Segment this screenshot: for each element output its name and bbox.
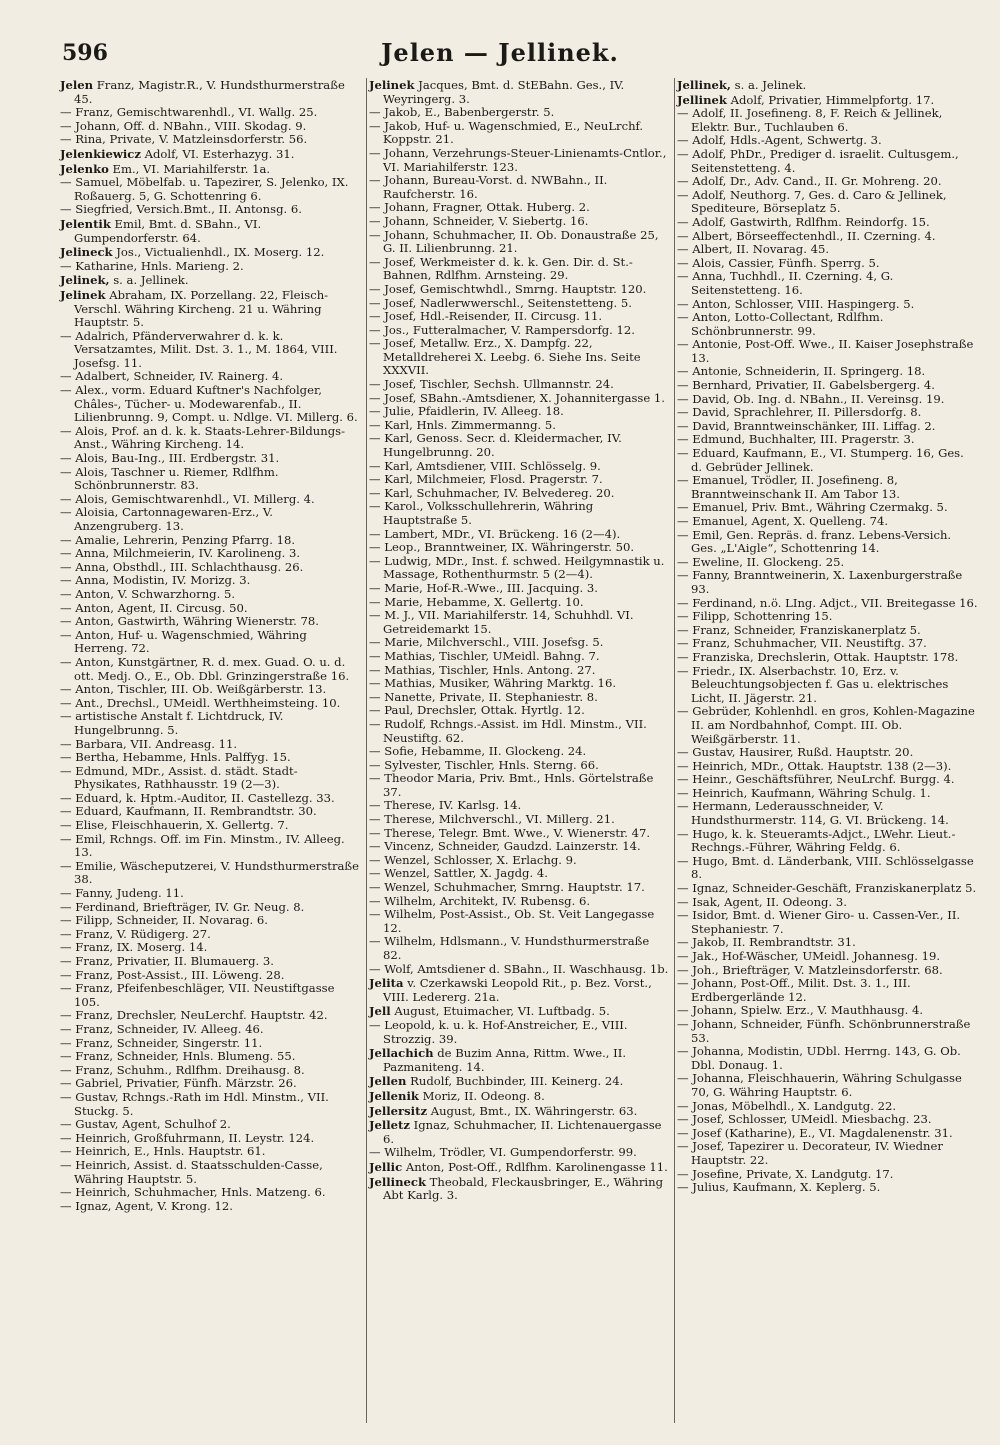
entry-details: v. Czerkawski Leopold Rit., p. Bez. Vorst., VIII. Ledererg. 21a. xyxy=(383,976,652,1004)
directory-entry: — Johann, Spielw. Erz., V. Mauthhausg. 4. xyxy=(677,1003,924,1018)
directory-entry: — Josef, Tischler, Sechsh. Ullmannstr. 24. xyxy=(369,377,614,392)
directory-entry: — Heinrich, Kaufmann, Währing Schulg. 1. xyxy=(677,785,931,800)
directory-entry: — Edmund, MDr., Assist. d. städt. Stadt-Physikates, Rathhausstr. 19 (2—3). xyxy=(60,763,298,792)
directory-entry: — Karl, Genoss. Secr. d. Kleidermacher, IV. Hungelbrunng. 20. xyxy=(369,431,622,460)
directory-entry: — Gustav, Rchngs.-Rath im Hdl. Minstm., VII. Stuckg. 5. xyxy=(60,1089,329,1118)
entry-surname: Jelinek, xyxy=(60,273,110,288)
directory-entry: — Josef, Schlosser, UMeidl. Miesbachg. 23. xyxy=(677,1112,932,1127)
entry-surname: Jelenkiewicz xyxy=(60,146,141,161)
directory-entry: — Karol., Volksschullehrerin, Währing Hauptstraße 5. xyxy=(369,499,594,527)
directory-entry: — Anton, Tischler, III. Ob. Weißgärberstr. 13. xyxy=(60,682,327,697)
directory-entry: — Wolf, Amtsdiener d. SBahn., II. Waschhausg. 1b. xyxy=(369,961,669,976)
directory-entry xyxy=(60,148,362,162)
entry-details: de Buzim Anna, Rittm. Wwe., II. Pazmaniteng. 14. xyxy=(383,1046,627,1074)
directory-entry: — Franz, Pfeifenbeschläger, VII. Neustiftgasse 105. xyxy=(60,981,335,1009)
directory-entry: — Jakob, Huf- u. Wagenschmied, E., NeuLrchf. Koppstr. 21. xyxy=(369,118,644,147)
directory-entry: — Josef, SBahn.-Amtsdiener, X. Johannitergasse 1. xyxy=(369,390,665,405)
directory-entry: — Franz, Schuhmacher, VII. Neustiftg. 37. xyxy=(677,636,927,651)
directory-entry: — Sofie, Hebamme, II. Glockeng. 24. xyxy=(369,744,587,759)
entry-surname: Jelinek xyxy=(60,287,106,302)
directory-entry: — Anna, Tuchhdl., II. Czerning. 4, G. Seitenstetteng. 16. xyxy=(677,269,894,297)
directory-entry: — Rudolf, Rchngs.-Assist. im Hdl. Minstm., VII. Neustiftg. 62. xyxy=(369,716,647,745)
directory-entry: — David, Ob. Ing. d. NBahn., II. Vereinsg. 19. xyxy=(677,391,945,406)
column-2 xyxy=(366,78,674,1423)
column-3 xyxy=(674,78,982,1423)
entry-details: s. a. Jelinek. xyxy=(730,78,807,92)
directory-entry: — Bernhard, Privatier, II. Gabelsbergerg. 4. xyxy=(677,378,935,393)
directory-entry: — Anton, Kunstgärtner, R. d. mex. Guad. O. u. d. ott. Medj. O., E., Ob. Dbl. Grinzingerstraße 16. xyxy=(60,654,350,683)
directory-entry: — Alois, Cassier, Fünfh. Sperrg. 5. xyxy=(677,255,880,270)
directory-entry: — Heinrich, Schuhmacher, Hnls. Matzeng. 6. xyxy=(60,1185,326,1200)
directory-entry: — Anna, Modistin, IV. Morizg. 3. xyxy=(60,573,251,588)
directory-entry xyxy=(60,79,362,106)
directory-entry: — Vincenz, Schneider, Gaudzd. Lainzerstr. 14. xyxy=(369,839,641,854)
directory-entry: — Johanna, Fleischhauerin, Währing Schulgasse 70, G. Währing Hauptstr. 6. xyxy=(677,1071,962,1099)
directory-entry: — Franz, V. Rüdigerg. 27. xyxy=(60,926,211,941)
directory-entry: — Anton, Huf- u. Wagenschmied, Währing Herreng. 72. xyxy=(60,627,307,656)
directory-entry: — Katharine, Hnls. Marieng. 2. xyxy=(60,258,244,273)
directory-entry xyxy=(369,1090,670,1104)
directory-entry: — Ignaz, Schneider-Geschäft, Franziskanerplatz 5. xyxy=(677,881,977,896)
directory-entry: — Emilie, Wäscheputzerei, V. Hundsthurmerstraße 38. xyxy=(60,858,360,887)
directory-entry: — Elise, Fleischhauerin, X. Gellertg. 7. xyxy=(60,818,289,833)
entry-details: Adolf, Privatier, Himmelpfortg. 17. xyxy=(726,92,935,107)
directory-entry: — Antonie, Post-Off. Wwe., II. Kaiser Josephstraße 13. xyxy=(677,337,974,365)
directory-entry: — Ferdinand, n.ö. LIng. Adjct., VII. Breitegasse 16. xyxy=(677,595,978,610)
directory-entry: — Therese, IV. Karlsg. 14. xyxy=(369,798,522,813)
directory-entry: — Wilhelm, Trödler, VI. Gumpendorferstr. 99. xyxy=(369,1145,637,1160)
directory-entry: — Josefine, Private, X. Landgutg. 17. xyxy=(677,1166,894,1181)
directory-entry: — Mathias, Musiker, Währing Marktg. 16. xyxy=(369,676,616,691)
directory-entry xyxy=(677,79,978,93)
directory-entry: — Fanny, Judeng. 11. xyxy=(60,886,184,901)
directory-entry: — Rina, Private, V. Matzleinsdorferstr. 56. xyxy=(60,132,308,147)
directory-entry: — Franz, Post-Assist., III. Löweng. 28. xyxy=(60,967,285,982)
directory-entry: — Emil, Rchngs. Off. im Fin. Minstm., IV. Alleeg. 13. xyxy=(60,831,345,860)
directory-entry: — Wilhelm, Architekt, IV. Rubensg. 6. xyxy=(369,893,591,908)
directory-entry: — Bertha, Hebamme, Hnls. Palffyg. 15. xyxy=(60,750,291,765)
columns xyxy=(58,78,982,1423)
directory-entry: — Mathias, Tischler, UMeidl. Bahng. 7. xyxy=(369,648,600,663)
directory-entry: — Anton, Lotto-Collectant, Rdlfhm. Schönbrunnerstr. 99. xyxy=(677,310,884,338)
directory-entry: — Josef, Nadlerwwerschl., Seitenstetteng. 5. xyxy=(369,295,632,310)
directory-entry: — Therese, Milchverschl., VI. Millerg. 21. xyxy=(369,812,615,827)
directory-entry: — Gustav, Hausirer, Rußd. Hauptstr. 20. xyxy=(677,745,914,760)
directory-entry: — Franz, Gemischtwarenhdl., VI. Wallg. 25. xyxy=(60,105,318,120)
directory-entry: — Johann, Schneider, V. Siebertg. 16. xyxy=(369,213,589,228)
directory-entry: — Edmund, Buchhalter, III. Pragerstr. 3. xyxy=(677,432,915,447)
directory-entry: — Theodor Maria, Priv. Bmt., Hnls. Görtelstraße 37. xyxy=(369,771,654,799)
directory-entry: — Amalie, Lehrerin, Penzing Pfarrg. 18. xyxy=(60,532,296,547)
entry-details: August, Bmt., IX. Währingerstr. 63. xyxy=(427,1103,638,1118)
entry-details: s. a. Jellinek. xyxy=(109,273,189,288)
directory-entry: — Anna, Obsthdl., III. Schlachthausg. 26. xyxy=(60,559,304,574)
directory-entry xyxy=(677,94,978,108)
entry-surname: Jellachich xyxy=(369,1046,434,1061)
page-number: 596 xyxy=(62,40,108,66)
entry-details: Rudolf, Buchbinder, III. Keinerg. 24. xyxy=(406,1074,624,1089)
directory-entry: — Johann, Off. d. NBahn., VIII. Skodag. 9. xyxy=(60,118,307,133)
directory-entry: — Leopold, k. u. k. Hof-Anstreicher, E., VIII. Strozzig. 39. xyxy=(369,1017,628,1046)
entry-surname: Jellinek, xyxy=(677,78,731,92)
directory-entry: — Heinrich, MDr., Ottak. Hauptstr. 138 (2—3). xyxy=(677,758,952,773)
directory-entry: — Ludwig, MDr., Inst. f. schwed. Heilgymnastik u. Massage, Rothenthurmstr. 5 (2—4). xyxy=(369,553,665,582)
directory-entry: — Josef, Tapezirer u. Decorateur, IV. Wiedner Hauptstr. 22. xyxy=(677,1139,943,1167)
directory-entry: — Alois, Gemischtwarenhdl., VI. Millerg. 4. xyxy=(60,491,315,506)
directory-entry: — Paul, Drechsler, Ottak. Hyrtlg. 12. xyxy=(369,703,585,718)
directory-entry: — Eduard, Kaufmann, E., VI. Stumperg. 16, Ges. d. Gebrüder Jellinek. xyxy=(677,446,964,474)
entry-details: Anton, Post-Off., Rdlfhm. Karolinengasse 11. xyxy=(402,1159,668,1174)
directory-entry: — Wenzel, Sattler, X. Jagdg. 4. xyxy=(369,866,548,881)
directory-entry: — Jakob, II. Rembrandtstr. 31. xyxy=(677,935,856,950)
directory-entry: — Josef, Werkmeister d. k. k. Gen. Dir. d. St.-Bahnen, Rdlfhm. Arnsteing. 29. xyxy=(369,254,633,283)
directory-entry: — Isidor, Bmt. d. Wiener Giro- u. Cassen-Ver., II. Stephaniestr. 7. xyxy=(677,908,961,936)
directory-entry: — Adolf, PhDr., Prediger d. israelit. Cultusgem., Seitenstetteng. 4. xyxy=(677,146,959,175)
directory-entry: — Ant., Drechsl., UMeidl. Werthheimsteing. 10. xyxy=(60,695,341,710)
entry-details: Emil, Bmt. d. SBahn., VI. Gumpendorferstr. 64. xyxy=(74,216,262,245)
directory-entry xyxy=(60,246,362,260)
directory-entry: — Adalrich, Pfänderverwahrer d. k. k. Versatzamtes, Milit. Dst. 3. 1., M. 1864, VIII. Josefsg. 11. xyxy=(60,328,338,370)
directory-entry: — Julie, Pfaidlerin, IV. Alleeg. 18. xyxy=(369,404,564,419)
directory-entry: — Franz, Schneider, Singerstr. 11. xyxy=(60,1035,263,1050)
directory-entry: — Nanette, Private, II. Stephaniestr. 8. xyxy=(369,689,598,704)
running-head: Jelen — Jellinek. xyxy=(381,38,619,67)
directory-entry: — Hugo, Bmt. d. Länderbank, VIII. Schlösselgasse 8. xyxy=(677,853,974,882)
directory-entry: — Hugo, k. k. Steueramts-Adjct., LWehr. Lieut.-Rechngs.-Führer, Währing Feldg. 6. xyxy=(677,826,956,855)
directory-entry: — Marie, Milchverschl., VIII. Josefsg. 5. xyxy=(369,635,604,650)
directory-entry: — Alex., vorm. Eduard Kuftner's Nachfolger, Châles-, Tücher- u. Modewarenfab., II. Lilienbrunng. 9, Compt. u. Ndlge. VI. Millerg. 6. xyxy=(60,383,358,425)
entry-surname: Jelenko xyxy=(60,161,109,176)
directory-entry: — Heinrich, Assist. d. Staatsschulden-Casse, Währing Hauptstr. 5. xyxy=(60,1157,323,1186)
directory-entry: — Josef, Hdl.-Reisender, II. Circusg. 11. xyxy=(369,309,603,324)
entry-surname: Jellenik xyxy=(369,1088,419,1103)
entry-details: Theobald, Fleckausbringer, E., Währing Abt Karlg. 3. xyxy=(383,1174,664,1203)
directory-entry: — Wilhelm, Hdlsmann., V. Hundsthurmerstraße 82. xyxy=(369,934,650,962)
directory-entry: — Anna, Milchmeierin, IV. Karolineng. 3. xyxy=(60,546,301,561)
directory-entry: — Friedr., IX. Alserbachstr. 10, Erz. v. Beleuchtungsobjecten f. Gas u. elektrisches Licht, II. Jägerstr. 21. xyxy=(677,663,949,705)
directory-entry: — Johann, Post-Off., Milit. Dst. 3. 1., III. Erdbergerlände 12. xyxy=(677,976,911,1004)
directory-entry: — Anton, Agent, II. Circusg. 50. xyxy=(60,600,248,615)
entry-details: Jacques, Bmt. d. StEBahn. Ges., IV. Weyringerg. 3. xyxy=(383,78,625,106)
directory-entry: — Adolf, Hdls.-Agent, Schwertg. 3. xyxy=(677,133,882,148)
entry-details: Em., VI. Mariahilferstr. 1a. xyxy=(108,161,271,176)
directory-entry: — Jak., Hof-Wäscher, UMeidl. Johannesg. 19. xyxy=(677,949,941,963)
directory-entry: — Marie, Hof-R.-Wwe., III. Jacquing. 3. xyxy=(369,580,598,595)
directory-entry: — Emanuel, Priv. Bmt., Währing Czermakg. 5. xyxy=(677,500,948,515)
entry-surname: Jelinek xyxy=(369,78,415,92)
directory-entry: — Adolf, Neuthorg. 7, Ges. d. Caro & Jellinek, Spediteure, Börseplatz 5. xyxy=(677,187,947,216)
entry-surname: Jellinek xyxy=(677,92,727,107)
entry-details: Jos., Victualienhdl., IX. Moserg. 12. xyxy=(112,245,325,260)
directory-entry xyxy=(369,977,670,1004)
entry-surname: Jelineck xyxy=(60,245,113,260)
directory-entry: — Johanna, Modistin, UDbl. Herrng. 143, G. Ob. Dbl. Donaug. 1. xyxy=(677,1044,961,1072)
directory-entry: — Franziska, Drechslerin, Ottak. Hauptstr. 178. xyxy=(677,649,959,664)
directory-entry: — Samuel, Möbelfab. u. Tapezirer, S. Jelenko, IX. Roßauerg. 5, G. Schottenring 6. xyxy=(60,175,349,203)
directory-entry: — Eweline, II. Glockeng. 25. xyxy=(677,554,845,569)
directory-entry xyxy=(369,1119,670,1146)
directory-entry xyxy=(369,1075,670,1089)
entry-surname: Jelletz xyxy=(369,1118,410,1133)
directory-entry: — Jos., Futteralmacher, V. Rampersdorfg. 12. xyxy=(369,322,635,337)
directory-entry: — Johann, Schneider, Fünfh. Schönbrunnerstraße 53. xyxy=(677,1016,971,1045)
directory-entry: — Emil, Gen. Repräs. d. franz. Lebens-Versich. Ges. „L'Aigle“, Schottenring 14. xyxy=(677,527,952,556)
entry-details: Ignaz, Schuhmacher, II. Lichtenauergasse 6. xyxy=(383,1118,662,1146)
directory-entry: — Emanuel, Trödler, II. Josefineng. 8, Branntweinschank II. Am Tabor 13. xyxy=(677,473,900,501)
directory-entry xyxy=(60,218,362,245)
directory-entry: — Marie, Hebamme, X. Gellertg. 10. xyxy=(369,594,584,609)
directory-entry xyxy=(369,1047,670,1074)
directory-entry: — Josef, Metallw. Erz., X. Dampfg. 22, Metalldreherei X. Leebg. 6. Siehe Ins. Seite XXXVII. xyxy=(369,336,641,378)
directory-entry: — Eduard, Kaufmann, II. Rembrandtstr. 30. xyxy=(60,804,317,819)
directory-entry: — Leop., Branntweiner, IX. Währingerstr. 50. xyxy=(369,540,635,555)
directory-entry: — Johann, Bureau-Vorst. d. NWBahn., II. Raufcherstr. 16. xyxy=(369,173,608,201)
directory-entry: — Franz, Privatier, II. Blumauerg. 3. xyxy=(60,954,274,968)
directory-entry: — Adolf, Dr., Adv. Cand., II. Gr. Mohreng. 20. xyxy=(677,174,942,189)
directory-entry: — Emanuel, Agent, X. Quelleng. 74. xyxy=(677,514,889,528)
directory-entry: — Wilhelm, Post-Assist., Ob. St. Veit Langegasse 12. xyxy=(369,907,655,935)
directory-entry: — Jonas, Möbelhdl., X. Landgutg. 22. xyxy=(677,1098,897,1113)
directory-entry: — Lambert, MDr., VI. Brückeng. 16 (2—4). xyxy=(369,526,621,541)
directory-entry: — Anton, Gastwirth, Währing Wienerstr. 78. xyxy=(60,614,319,629)
directory-entry: — Gabriel, Privatier, Fünfh. Märzstr. 26. xyxy=(60,1076,297,1091)
directory-entry xyxy=(369,1005,670,1019)
directory-entry xyxy=(60,289,362,330)
directory-entry: — Karl, Amtsdiener, VIII. Schlösselg. 9. xyxy=(369,458,601,473)
directory-entry: — Jakob, E., Babenbergerstr. 5. xyxy=(369,105,555,120)
directory-entry: — Anton, V. Schwarzhorng. 5. xyxy=(60,586,236,601)
directory-entry: — Josef (Katharine), E., VI. Magdalenenstr. 31. xyxy=(677,1125,953,1140)
entry-surname: Jelen xyxy=(60,78,94,92)
entry-details: August, Etuimacher, VI. Luftbadg. 5. xyxy=(390,1004,610,1019)
directory-entry: — Julius, Kaufmann, X. Keplerg. 5. xyxy=(677,1180,881,1195)
directory-entry: — Sylvester, Tischler, Hnls. Sterng. 66. xyxy=(369,757,599,772)
directory-entry xyxy=(369,1161,670,1175)
directory-entry: — Gustav, Agent, Schulhof 2. xyxy=(60,1117,231,1132)
directory-entry: — Ignaz, Agent, V. Krong. 12. xyxy=(60,1198,233,1213)
directory-entry: — Antonie, Schneiderin, II. Springerg. 18. xyxy=(677,364,926,379)
directory-entry: — David, Branntweinschänker, III. Liffag. 2. xyxy=(677,418,936,433)
directory-entry: — Wenzel, Schlosser, X. Erlachg. 9. xyxy=(369,852,577,867)
directory-entry: — Therese, Telegr. Bmt. Wwe., V. Wienerstr. 47. xyxy=(369,825,651,840)
directory-entry: — Karl, Hnls. Zimmermanng. 5. xyxy=(369,417,556,432)
directory-entry: — Franz, Drechsler, NeuLerchf. Hauptstr. 42. xyxy=(60,1008,328,1023)
entry-surname: Jelita xyxy=(369,976,404,991)
entry-details: Abraham, IX. Porzellang. 22, Fleisch-Verschl. Währing Kircheng. 21 u. Währing Hauptstr. 5. xyxy=(74,287,329,330)
directory-entry: — Albert, II. Novarag. 45. xyxy=(677,242,830,257)
directory-entry: — Alois, Prof. an d. k. k. Staats-Lehrer-Bildungs-Anst., Währing Kircheng. 14. xyxy=(60,423,346,452)
directory-entry: — Hermann, Lederausschneider, V. Hundsthurmerstr. 114, G. VI. Brückeng. 14. xyxy=(677,799,949,828)
directory-entry: — Isak, Agent, II. Odeong. 3. xyxy=(677,894,847,909)
entry-details: Moriz, II. Odeong. 8. xyxy=(418,1088,545,1103)
directory-entry: — Gebrüder, Kohlenhdl. en gros, Kohlen-Magazine II. am Nordbahnhof, Compt. III. Ob. Weißgärberstr. 11. xyxy=(677,704,975,746)
directory-entry: — Johann, Fragner, Ottak. Huberg. 2. xyxy=(369,200,590,215)
column-1 xyxy=(58,78,366,1423)
entry-surname: Jelentik xyxy=(60,216,111,231)
entry-surname: Jellen xyxy=(369,1074,407,1089)
entry-surname: Jellersitz xyxy=(369,1103,428,1118)
directory-entry: — Johann, Verzehrungs-Steuer-Linienamts-Cntlor., VI. Mariahilferstr. 123. xyxy=(369,145,667,174)
directory-entry: — Wenzel, Schuhmacher, Smrng. Hauptstr. 17. xyxy=(369,880,645,895)
directory-entry: — Aloisia, Cartonnagewaren-Erz., V. Anzengruberg. 13. xyxy=(60,505,273,533)
directory-entry: — Fanny, Branntweinerin, X. Laxenburgerstraße 93. xyxy=(677,568,963,596)
directory-entry xyxy=(60,274,362,288)
directory-entry: — Heinrich, E., Hnls. Hauptstr. 61. xyxy=(60,1144,266,1159)
directory-entry: — Joh., Briefträger, V. Matzleinsdorferstr. 68. xyxy=(677,962,943,977)
directory-entry xyxy=(369,1176,670,1203)
directory-entry: — Josef, Gemischtwhdl., Smrng. Hauptstr. 120. xyxy=(369,281,647,296)
entry-surname: Jellic xyxy=(369,1159,403,1174)
directory-entry xyxy=(369,79,670,106)
directory-entry: — Heinrich, Großfuhrmann, II. Leystr. 124. xyxy=(60,1130,315,1145)
directory-entry: — Heinr., Geschäftsführer, NeuLrchf. Burgg. 4. xyxy=(677,772,955,787)
directory-entry: — David, Sprachlehrer, II. Pillersdorfg. 8. xyxy=(677,405,922,420)
entry-details: Adolf, VI. Esterhazyg. 31. xyxy=(140,146,295,161)
directory-entry: — Eduard, k. Hptm.-Auditor, II. Castellezg. 33. xyxy=(60,790,335,805)
directory-entry: — Franz, Schneider, Franziskanerplatz 5. xyxy=(677,622,921,637)
directory-entry: — Anton, Schlosser, VIII. Haspingerg. 5. xyxy=(677,296,915,311)
directory-entry: — Franz, Schneider, Hnls. Blumeng. 55. xyxy=(60,1049,296,1064)
directory-entry: — Karl, Schuhmacher, IV. Belvedereg. 20. xyxy=(369,485,615,500)
directory-entry: — Franz, Schneider, IV. Alleeg. 46. xyxy=(60,1021,264,1036)
directory-entry: — Franz, Schuhm., Rdlfhm. Dreihausg. 8. xyxy=(60,1062,305,1077)
directory-entry: — Franz, IX. Moserg. 14. xyxy=(60,940,208,955)
directory-entry xyxy=(369,1105,670,1119)
directory-entry: — Adalbert, Schneider, IV. Rainerg. 4. xyxy=(60,369,284,384)
directory-entry: — Albert, Börseeffectenhdl., II. Czerning. 4. xyxy=(677,228,936,243)
directory-entry: — Ferdinand, Briefträger, IV. Gr. Neug. 8. xyxy=(60,899,305,914)
directory-entry: — Karl, Milchmeier, Flosd. Pragerstr. 7. xyxy=(369,472,603,487)
directory-entry: — Filipp, Schneider, II. Novarag. 6. xyxy=(60,913,268,928)
entry-details: Franz, Magistr.R., V. Hundsthurmerstraße 45. xyxy=(74,78,345,106)
entry-surname: Jell xyxy=(369,1004,391,1019)
entry-surname: Jellineck xyxy=(369,1174,426,1189)
directory-entry: — M. J., VII. Mariahilferstr. 14, Schuhhdl. VI. Getreidemarkt 15. xyxy=(369,608,634,636)
directory-entry: — Alois, Taschner u. Riemer, Rdlfhm. Schönbrunnerstr. 83. xyxy=(60,464,279,493)
directory-entry: — Adolf, Gastwirth, Rdlfhm. Reindorfg. 15. xyxy=(677,214,930,229)
directory-entry: — Adolf, II. Josefineng. 8, F. Reich & Jellinek, Elektr. Bur., Tuchlauben 6. xyxy=(677,106,943,134)
directory-entry xyxy=(60,163,362,177)
directory-entry: — Johann, Schuhmacher, II. Ob. Donaustraße 25, G. II. Lilienbrunng. 21. xyxy=(369,227,659,256)
directory-entry: — Siegfried, Versich.Bmt., II. Antonsg. 6. xyxy=(60,202,302,217)
directory-entry: — Barbara, VII. Andreasg. 11. xyxy=(60,736,238,751)
directory-entry: — Alois, Bau-Ing., III. Erdbergstr. 31. xyxy=(60,451,280,466)
directory-entry: — artistische Anstalt f. Lichtdruck, IV. Hungelbrunng. 5. xyxy=(60,709,284,737)
directory-entry: — Mathias, Tischler, Hnls. Antong. 27. xyxy=(369,662,596,677)
directory-entry: — Filipp, Schottenring 15. xyxy=(677,609,833,624)
